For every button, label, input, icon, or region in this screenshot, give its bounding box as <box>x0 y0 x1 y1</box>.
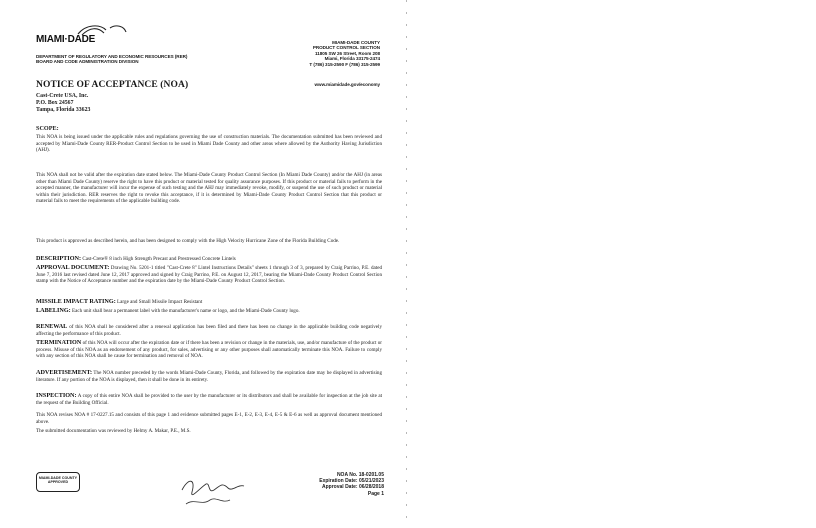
right-line-1: MIAMI-DADE COUNTY <box>332 40 380 45</box>
website-link[interactable]: www.miamidade.gov/economy <box>314 82 380 87</box>
address-line-2: P.O. Box 24567 <box>36 100 74 107</box>
approval-label: APPROVAL DOCUMENT: <box>36 264 110 271</box>
termination-label: TERMINATION <box>36 339 82 346</box>
renewal-section <box>36 324 382 337</box>
inspection-section <box>36 393 382 406</box>
page-divider <box>406 0 407 528</box>
seal-line-2: APPROVED <box>47 480 69 485</box>
missile-label: MISSILE IMPACT RATING: <box>36 298 116 305</box>
scope-heading: SCOPE: <box>36 125 59 132</box>
handwritten-signature <box>178 470 258 510</box>
advertisement-section <box>36 370 382 383</box>
right-line-2: PRODUCT CONTROL SECTION <box>312 45 380 51</box>
document-title: NOTICE OF ACCEPTANCE (NOA) <box>36 80 189 90</box>
approval-text: Drawing No. 5201-1 titled "Cast-Crete 8" Lintel Instructions Details" sheets 1 through 3 of 3, prepared by Craig Parrino, P.E. dated June 7, 2016 last revised dated June 12, 2017 approved and signed by Craig Parrino, P.E. on August 12, 2017, bearing the Miami-Dade County Product Control Section stamp with the Notice of Acceptance number and the expiration date by the Miami-Dade County Product Control Section. <box>36 265 382 285</box>
approval-section <box>36 265 382 285</box>
description-text: Cast-Crete® 8 inch High Strength Precast and Prestressed Concrete Lintels <box>82 256 236 262</box>
missile-text: Large and Small Missile Impact Resistant <box>117 299 203 305</box>
scope-paragraph-3: This product is approved as described herein, and has been designed to comply with the High Velocity Hurricane Zone of the Florida Building Code. <box>36 238 340 244</box>
reviewed-note: The submitted documentation was reviewed by Helmy A. Makar, P.E., M.S. <box>36 428 191 434</box>
renewal-label: RENEWAL <box>36 323 68 330</box>
expiration-date: Expiration Date: 05/21/2023 <box>319 478 384 485</box>
county-seal <box>36 472 80 492</box>
noa-number: NOA No. 18-0201.05 <box>336 472 384 478</box>
dept-line-1: DEPARTMENT OF REGULATORY AND ECONOMIC RESOURCES (RER) <box>36 54 188 59</box>
noa-info-block <box>312 472 384 497</box>
dept-line-2: BOARD AND CODE ADMINISTRATION DIVISION <box>36 59 139 65</box>
inspection-label: INSPECTION: <box>36 392 77 399</box>
advertisement-label: ADVERTISEMENT: <box>36 369 93 376</box>
scope-paragraph-1: This NOA is being issued under the applicable rules and regulations governing the use of construction materials. The documentation submitted has been reviewed and accepted by Miami-Dade County RER-Product Control Section to be used in Miami Dade County and other areas where allowed by the Authority Having Jurisdiction (AHJ). <box>36 134 382 154</box>
approval-date: Approval Date: 06/28/2018 <box>322 484 384 491</box>
address-line-1: Cast-Crete USA, Inc. <box>36 93 89 99</box>
scope-paragraph-2: This NOA shall not be valid after the expiration date stated below. The Miami-Dade County Product Control Section (In Miami Dade County) and/or the AHJ (in areas other than Miami Dade County) reserve the right to have this product or material tested for quality assurance purposes. If this product or material fails to perform in the accepted manner, the manufacturer will incur the expense of such testing and the AHJ may immediately revoke, modify, or suspend the use of such product or material within their jurisdiction. RER reserves the right to revoke this acceptance, if it is determined by Miami-Dade County Product Control Section that this product or material fails to meet the requirements of the applicable building code. <box>36 172 382 205</box>
page-number: Page 1 <box>367 490 384 497</box>
advertisement-text: The NOA number preceded by the words Miami-Dade County, Florida, and followed by the expiration date may be displayed in advertising literature. If any portion of the NOA is displayed, then it shall be done in its entirety. <box>36 370 382 383</box>
description-section <box>36 256 382 263</box>
seal-line-1: MIAMI-DADE COUNTY <box>38 476 78 480</box>
termination-section <box>36 340 382 360</box>
termination-text: of this NOA will occur after the expiration date or if there has been a revision or change in the materials, use, and/or manufacture of the product or process. Misuse of this NOA as an endorsement of any product, for sales, advertising or any other purposes shall automatically terminate this NOA. Failure to comply with any section of this NOA shall be cause for termination and removal of NOA. <box>36 340 382 360</box>
inspection-text: A copy of this entire NOA shall be provided to the user by the manufacturer or its distributors and shall be available for inspection at the job site at the request of the Building Official. <box>36 393 382 406</box>
labeling-label: LABELING: <box>36 307 71 314</box>
logo-text: MIAMI·DADE <box>36 34 96 45</box>
missile-section <box>36 299 382 306</box>
address-line-3: Tampa, Florida 33623 <box>36 107 91 114</box>
labeling-section <box>36 308 382 315</box>
revises-note: This NOA revises NOA # 17-0227.15 and consists of this page 1 and evidence submitted pages E-1, E-2, E-3, E-4, E-5 & E-6 as well as approval document mentioned above. <box>36 412 382 425</box>
right-line-5: T (786) 315-2590 F (786) 315-2599 <box>309 61 380 67</box>
recipient-address <box>36 93 90 115</box>
department-header <box>36 54 286 65</box>
description-label: DESCRIPTION: <box>36 255 82 262</box>
right-line-3: 11805 SW 26 Street, Room 208 <box>315 50 380 56</box>
product-control-header <box>282 40 380 67</box>
right-line-4: Miami, Florida 33175-2474 <box>324 56 380 62</box>
renewal-text: of this NOA shall be considered after a renewal application has been filed and there has been no change in the applicable building code negatively affecting the performance of this product. <box>36 324 383 337</box>
labeling-text: Each unit shall bear a permanent label with the manufacturer's name or logo, and the Miami-Dade County logo. <box>72 308 300 314</box>
